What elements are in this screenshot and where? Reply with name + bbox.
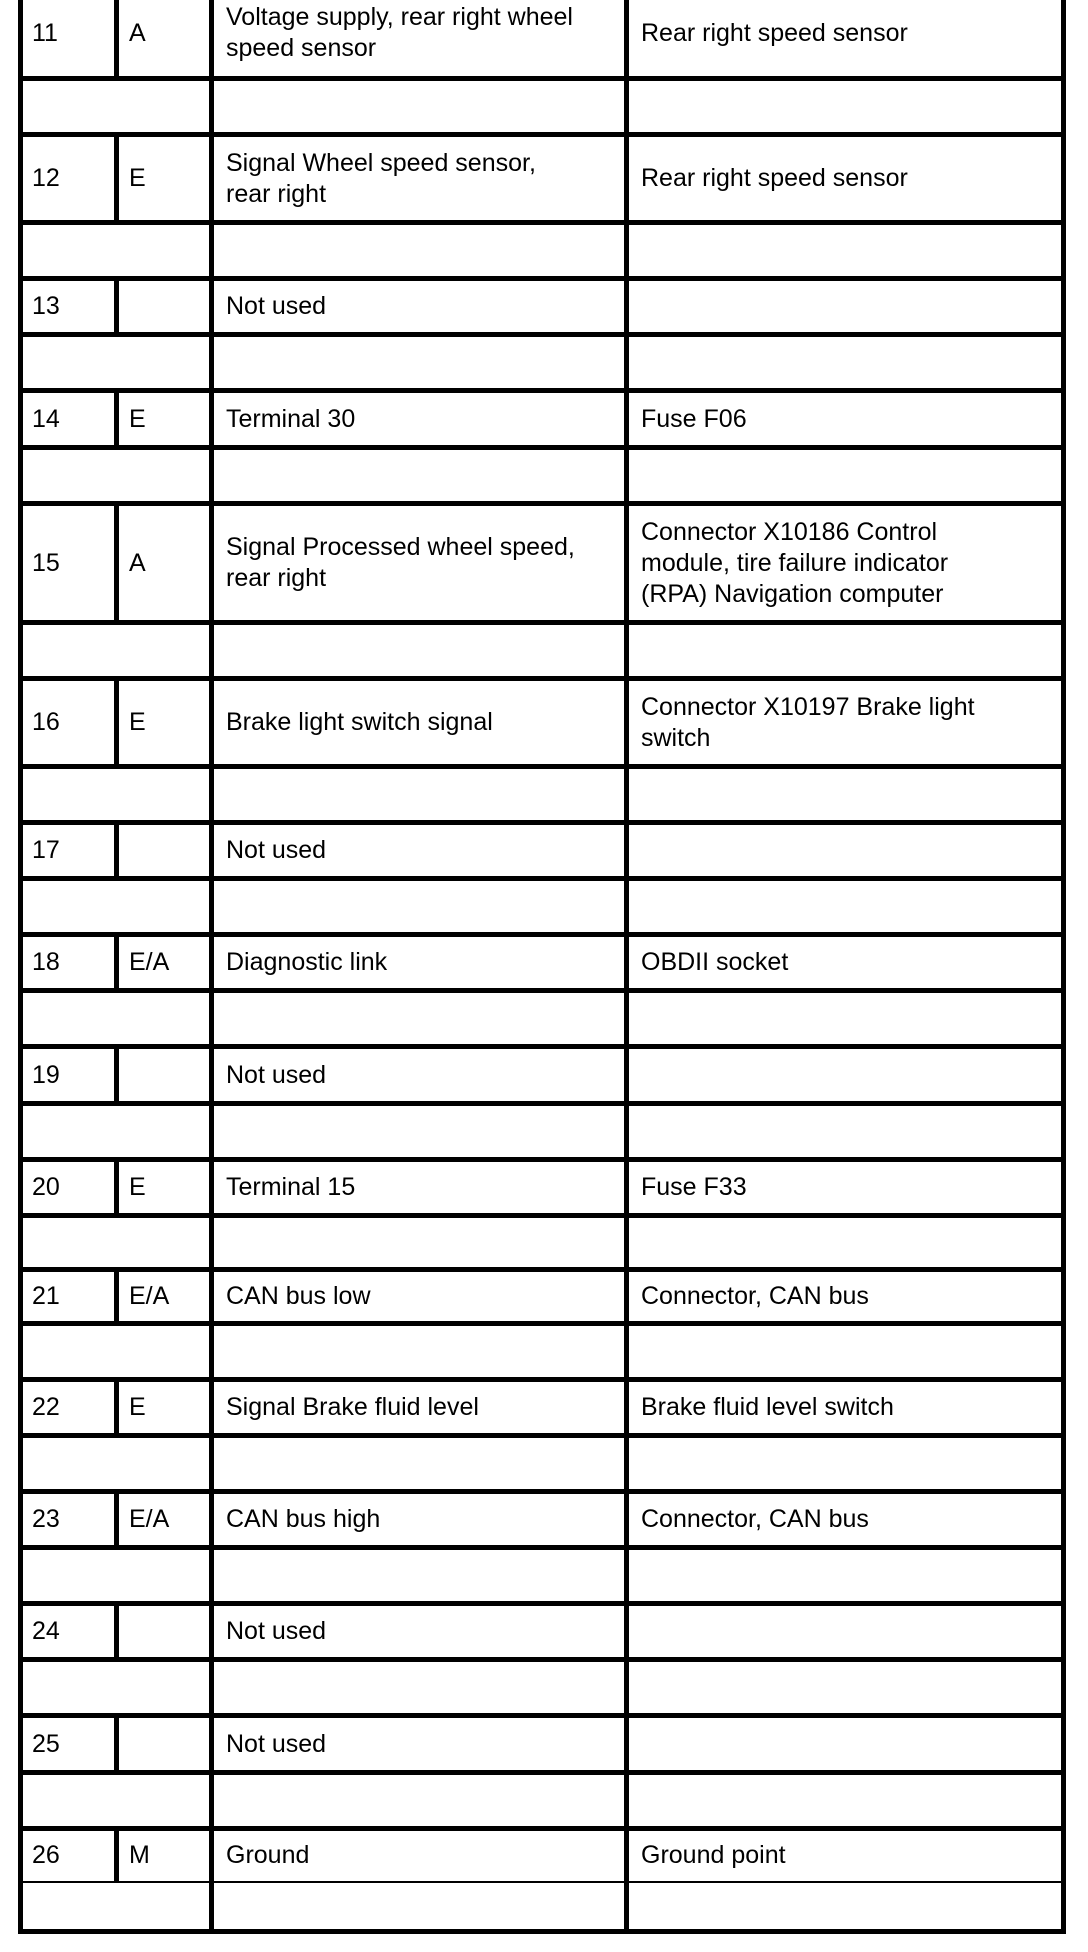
column-divider <box>114 278 119 334</box>
row-divider <box>18 1657 1066 1662</box>
description-cell: Terminal 15 <box>226 1173 356 1201</box>
description-cell: Not used <box>226 1060 327 1089</box>
pin-cell: 19 <box>32 1060 60 1089</box>
spacer-row <box>0 1662 1088 1713</box>
connection-cell <box>641 1606 1059 1657</box>
description-cell: CAN bus high <box>226 1505 381 1533</box>
io-cell: M <box>129 1841 150 1869</box>
row-divider <box>18 932 1066 937</box>
row-divider <box>18 1377 1066 1382</box>
column-divider <box>114 1828 119 1882</box>
table-row <box>0 1272 1088 1321</box>
description-cell: Not used <box>226 292 327 320</box>
row-divider <box>18 1267 1066 1272</box>
connection-cell <box>641 1718 1059 1770</box>
connection-cell: Connector X10186 Control module, tire failure indicator (RPA) Navigation computer <box>641 517 949 608</box>
connection-cell: Connector, CAN bus <box>641 1505 869 1533</box>
column-divider <box>114 1715 119 1772</box>
row-divider <box>18 1321 1066 1326</box>
pin-cell: 23 <box>32 1505 60 1533</box>
io-cell <box>129 281 207 332</box>
pin-cell: 20 <box>32 1173 60 1201</box>
io-cell <box>129 1049 207 1101</box>
table-row <box>0 137 1088 220</box>
table-row <box>0 1606 1088 1657</box>
pin-cell: 12 <box>32 164 60 192</box>
row-divider <box>18 1770 1066 1775</box>
pin-cell: 22 <box>32 1393 60 1421</box>
table-row <box>0 1382 1088 1433</box>
column-divider <box>114 390 119 447</box>
table-row <box>0 1049 1088 1101</box>
row-divider <box>18 1545 1066 1550</box>
io-cell: A <box>129 18 146 47</box>
table-row <box>0 1494 1088 1545</box>
pin-cell: 24 <box>32 1617 60 1645</box>
connection-cell: Connector, CAN bus <box>641 1282 869 1310</box>
row-divider <box>18 876 1066 881</box>
row-divider <box>18 501 1066 506</box>
row-divider <box>18 1213 1066 1218</box>
column-divider <box>114 934 119 990</box>
pin-cell: 15 <box>32 548 60 577</box>
column-divider <box>114 1159 119 1215</box>
spacer-row <box>0 450 1088 501</box>
column-divider <box>624 0 629 1934</box>
row-divider <box>18 1881 1066 1883</box>
column-divider <box>114 134 119 222</box>
connection-cell: Rear right speed sensor <box>641 18 908 47</box>
table-row <box>0 937 1088 988</box>
spacer-row <box>0 1106 1088 1157</box>
spacer-row <box>0 225 1088 276</box>
row-divider <box>18 1826 1066 1831</box>
spacer-row <box>0 1550 1088 1601</box>
row-divider <box>18 676 1066 681</box>
table-row <box>0 393 1088 445</box>
row-divider <box>18 332 1066 337</box>
io-cell: A <box>129 548 146 577</box>
column-divider <box>114 1269 119 1323</box>
io-cell <box>129 825 207 876</box>
connection-cell: Ground point <box>641 1841 786 1869</box>
connection-cell: OBDII socket <box>641 948 789 976</box>
connection-cell: Connector X10197 Brake light switch <box>641 692 975 752</box>
row-divider <box>18 445 1066 450</box>
description-cell: Signal Processed wheel speed, rear right <box>226 533 575 592</box>
column-divider <box>114 1046 119 1103</box>
io-cell: E/A <box>129 948 170 976</box>
row-divider <box>18 1601 1066 1606</box>
table-row <box>0 1718 1088 1770</box>
row-divider <box>18 276 1066 281</box>
column-divider <box>114 822 119 878</box>
io-cell: E <box>129 404 146 433</box>
table-row <box>0 1831 1088 1880</box>
io-cell: E <box>129 708 146 736</box>
pin-cell: 16 <box>32 708 60 736</box>
spacer-row <box>0 881 1088 932</box>
table-left-border <box>18 0 23 1934</box>
connection-cell: Fuse F33 <box>641 1173 747 1201</box>
connection-cell <box>641 1049 1059 1101</box>
io-cell: E/A <box>129 1282 170 1310</box>
table-row <box>0 281 1088 332</box>
spacer-row <box>0 1885 1088 1929</box>
io-cell: E <box>129 1393 146 1421</box>
connection-cell <box>641 281 1059 332</box>
spacer-row <box>0 81 1088 132</box>
description-cell: Terminal 30 <box>226 404 356 433</box>
pin-cell: 17 <box>32 836 60 864</box>
spacer-row <box>0 1438 1088 1489</box>
description-cell: Signal Wheel speed sensor, rear right <box>226 148 536 208</box>
column-divider <box>114 1491 119 1547</box>
row-divider <box>18 388 1066 393</box>
row-divider <box>18 1489 1066 1494</box>
row-divider <box>18 132 1066 137</box>
column-divider <box>114 1603 119 1659</box>
table-row <box>0 506 1088 620</box>
column-divider <box>114 503 119 622</box>
column-divider <box>114 678 119 766</box>
row-divider <box>18 764 1066 769</box>
io-cell <box>129 1606 207 1657</box>
table-right-border <box>1061 0 1066 1934</box>
row-divider <box>18 76 1066 81</box>
spacer-row <box>0 1218 1088 1267</box>
row-divider <box>18 1433 1066 1438</box>
description-cell: Diagnostic link <box>226 948 388 976</box>
table-row <box>0 681 1088 764</box>
row-divider <box>18 1044 1066 1049</box>
description-cell: Voltage supply, rear right wheel speed sensor <box>226 3 573 62</box>
pin-cell: 11 <box>32 18 58 47</box>
description-cell: CAN bus low <box>226 1282 371 1310</box>
table-row <box>0 1162 1088 1213</box>
pin-cell: 13 <box>32 292 60 320</box>
column-divider <box>114 0 119 78</box>
io-cell: E <box>129 164 146 192</box>
description-cell: Signal Brake fluid level <box>226 1393 479 1421</box>
spacer-row <box>0 769 1088 820</box>
pin-cell: 21 <box>32 1282 60 1310</box>
row-divider <box>18 988 1066 993</box>
pin-cell: 14 <box>32 404 60 433</box>
row-divider <box>18 820 1066 825</box>
io-cell <box>129 1718 207 1770</box>
description-cell: Not used <box>226 1729 327 1758</box>
description-cell: Brake light switch signal <box>226 708 493 736</box>
description-cell: Ground <box>226 1841 310 1869</box>
description-cell: Not used <box>226 836 327 864</box>
table-bottom-border <box>18 1929 1066 1934</box>
pin-cell: 26 <box>32 1841 60 1869</box>
table-row <box>0 825 1088 876</box>
row-divider <box>18 220 1066 225</box>
row-divider <box>18 1101 1066 1106</box>
connection-cell: Rear right speed sensor <box>641 164 908 192</box>
spacer-row <box>0 337 1088 388</box>
description-cell: Not used <box>226 1617 327 1645</box>
connection-cell <box>641 825 1059 876</box>
pin-cell: 25 <box>32 1729 60 1758</box>
spacer-row <box>0 993 1088 1044</box>
spacer-row <box>0 625 1088 676</box>
connection-cell: Fuse F06 <box>641 404 747 433</box>
spacer-row <box>0 1775 1088 1826</box>
table-row <box>0 0 1088 76</box>
pin-cell: 18 <box>32 948 60 976</box>
row-divider <box>18 1157 1066 1162</box>
column-divider <box>114 1379 119 1435</box>
row-divider <box>18 620 1066 625</box>
connection-cell: Brake fluid level switch <box>641 1393 894 1421</box>
io-cell: E/A <box>129 1505 170 1533</box>
spacer-row <box>0 1326 1088 1377</box>
io-cell: E <box>129 1173 146 1201</box>
column-divider <box>209 0 214 1934</box>
row-divider <box>18 1713 1066 1718</box>
